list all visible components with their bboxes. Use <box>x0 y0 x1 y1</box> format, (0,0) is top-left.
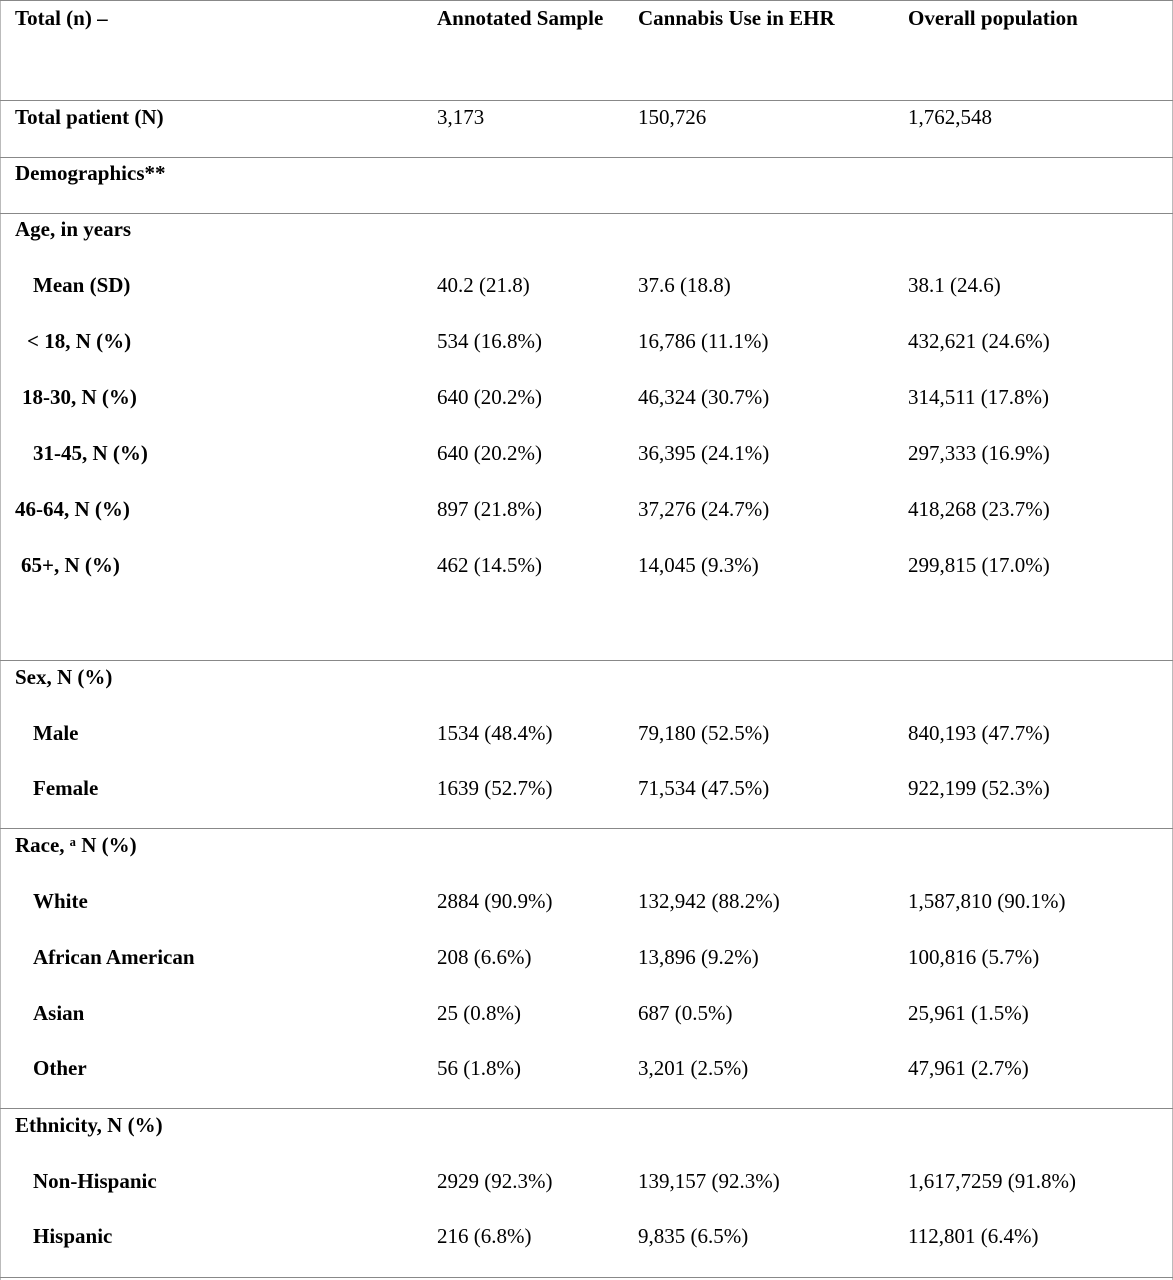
cell-annotated: 534 (16.8%) <box>437 329 542 353</box>
row-label: Non-Hispanic <box>33 1169 157 1193</box>
cell-cannabis: 46,324 (30.7%) <box>638 385 770 409</box>
cell-overall: 432,621 (24.6%) <box>908 329 1050 353</box>
row-label: Female <box>33 776 99 800</box>
section-label: Demographics** <box>15 161 166 185</box>
section-label: Race, ᵃ N (%) <box>15 833 137 857</box>
section-label: Age, in years <box>15 217 132 241</box>
header-overall-population: Overall population <box>908 6 1078 30</box>
cell-annotated: 208 (6.6%) <box>437 945 532 969</box>
cell-annotated: 640 (20.2%) <box>437 441 542 465</box>
table-divider <box>0 100 1173 101</box>
row-label: Mean (SD) <box>33 273 131 297</box>
row-label: Other <box>33 1056 87 1080</box>
cell-cannabis: 687 (0.5%) <box>638 1001 733 1025</box>
cell-annotated: 216 (6.8%) <box>437 1224 532 1248</box>
row-label: White <box>33 889 88 913</box>
cell-cannabis: 132,942 (88.2%) <box>638 889 780 913</box>
cell-cannabis: 13,896 (9.2%) <box>638 945 759 969</box>
cell-cannabis: 16,786 (11.1%) <box>638 329 769 353</box>
cell-annotated: 462 (14.5%) <box>437 553 542 577</box>
cell-annotated: 2929 (92.3%) <box>437 1169 553 1193</box>
cell-annotated: 2884 (90.9%) <box>437 889 553 913</box>
row-label: 31-45, N (%) <box>33 441 148 465</box>
cell-cannabis: 9,835 (6.5%) <box>638 1224 749 1248</box>
cell-annotated: 40.2 (21.8) <box>437 273 530 297</box>
cell-cannabis: 139,157 (92.3%) <box>638 1169 780 1193</box>
section-label: Sex, N (%) <box>15 665 113 689</box>
cell-annotated: 25 (0.8%) <box>437 1001 521 1025</box>
cell-annotated: 56 (1.8%) <box>437 1056 521 1080</box>
cell-annotated: 1534 (48.4%) <box>437 721 553 745</box>
row-label: Asian <box>33 1001 85 1025</box>
row-label: < 18, N (%) <box>27 329 132 353</box>
cell-cannabis: 37,276 (24.7%) <box>638 497 770 521</box>
table-divider <box>0 213 1173 214</box>
row-label: African American <box>33 945 195 969</box>
cell-overall: 38.1 (24.6) <box>908 273 1001 297</box>
cell-overall: 840,193 (47.7%) <box>908 721 1050 745</box>
row-label: 46-64, N (%) <box>15 497 130 521</box>
row-label: Hispanic <box>33 1224 113 1248</box>
table-divider <box>0 157 1173 158</box>
row-label: 18-30, N (%) <box>22 385 137 409</box>
cell-cannabis: 37.6 (18.8) <box>638 273 731 297</box>
header-annotated-sample: Annotated Sample <box>437 6 604 30</box>
cell-overall: 299,815 (17.0%) <box>908 553 1050 577</box>
table-divider <box>0 1108 1173 1109</box>
row-label: Male <box>33 721 79 745</box>
cell-cannabis: 79,180 (52.5%) <box>638 721 770 745</box>
cell-cannabis: 3,201 (2.5%) <box>638 1056 749 1080</box>
cell-overall: 100,816 (5.7%) <box>908 945 1040 969</box>
cell-cannabis: 71,534 (47.5%) <box>638 776 770 800</box>
cell-overall: 1,617,7259 (91.8%) <box>908 1169 1076 1193</box>
cell-cannabis: 36,395 (24.1%) <box>638 441 770 465</box>
table-left-border <box>0 0 1 1280</box>
row-label: 65+, N (%) <box>21 553 120 577</box>
row-label: Total patient (N) <box>15 105 164 129</box>
header-total-label: Total (n) – <box>15 6 108 30</box>
cell-cannabis: 14,045 (9.3%) <box>638 553 759 577</box>
cell-overall: 47,961 (2.7%) <box>908 1056 1029 1080</box>
cell-annotated: 1639 (52.7%) <box>437 776 553 800</box>
table-bottom-rule <box>0 1277 1173 1278</box>
cell-annotated: 640 (20.2%) <box>437 385 542 409</box>
cell-overall: 922,199 (52.3%) <box>908 776 1050 800</box>
cell-overall: 297,333 (16.9%) <box>908 441 1050 465</box>
cell-cannabis: 150,726 <box>638 105 707 129</box>
cell-annotated: 3,173 <box>437 105 485 129</box>
table-divider <box>0 828 1173 829</box>
cell-annotated: 897 (21.8%) <box>437 497 542 521</box>
table-divider <box>0 660 1173 661</box>
section-label: Ethnicity, N (%) <box>15 1113 163 1137</box>
cell-overall: 25,961 (1.5%) <box>908 1001 1029 1025</box>
header-cannabis-use: Cannabis Use in EHR <box>638 6 835 30</box>
cell-overall: 1,587,810 (90.1%) <box>908 889 1066 913</box>
cell-overall: 1,762,548 <box>908 105 992 129</box>
cell-overall: 314,511 (17.8%) <box>908 385 1049 409</box>
cell-overall: 112,801 (6.4%) <box>908 1224 1039 1248</box>
cell-overall: 418,268 (23.7%) <box>908 497 1050 521</box>
